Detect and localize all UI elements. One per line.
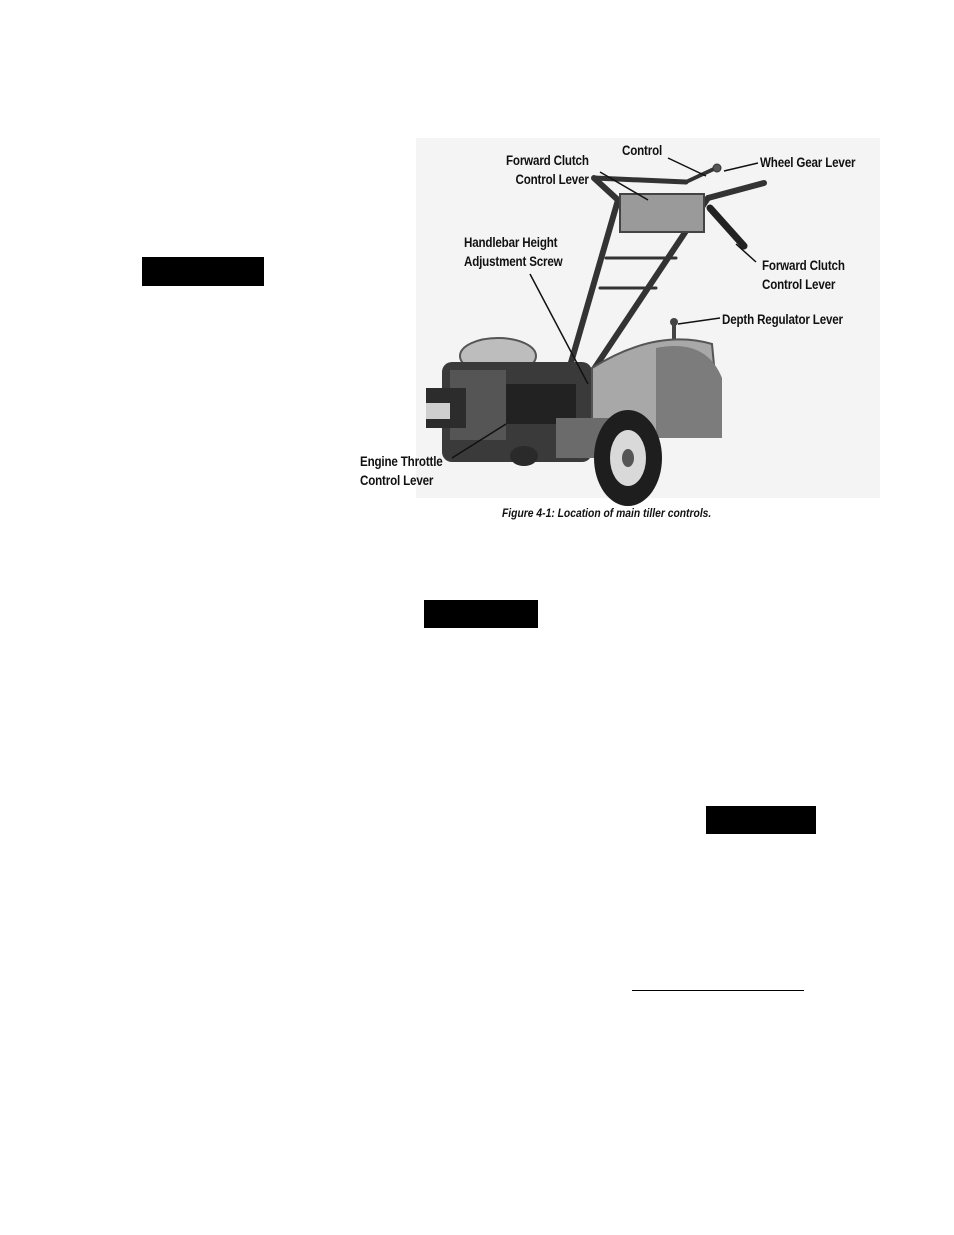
- redaction-bar: [706, 806, 816, 834]
- underline-rule: [632, 990, 804, 991]
- wheel: [594, 410, 662, 506]
- redaction-bar: [424, 600, 538, 628]
- label-control: Control: [622, 143, 663, 158]
- label-wheel-gear-lever: Wheel Gear Lever: [760, 155, 856, 170]
- label-engine-throttle: Engine Throttle Control Lever: [360, 454, 443, 488]
- label-forward-clutch-left: Forward Clutch Control Lever: [506, 153, 589, 187]
- redaction-bar: [142, 257, 264, 286]
- label-handlebar-height: Handlebar Height Adjustment Screw: [464, 235, 563, 269]
- figure-caption: Figure 4-1: Location of main tiller controls.: [502, 506, 712, 520]
- label-forward-clutch-right: Forward Clutch Control Lever: [762, 258, 845, 292]
- tiller-controls-figure: [356, 138, 880, 530]
- label-depth-regulator: Depth Regulator Lever: [722, 312, 843, 327]
